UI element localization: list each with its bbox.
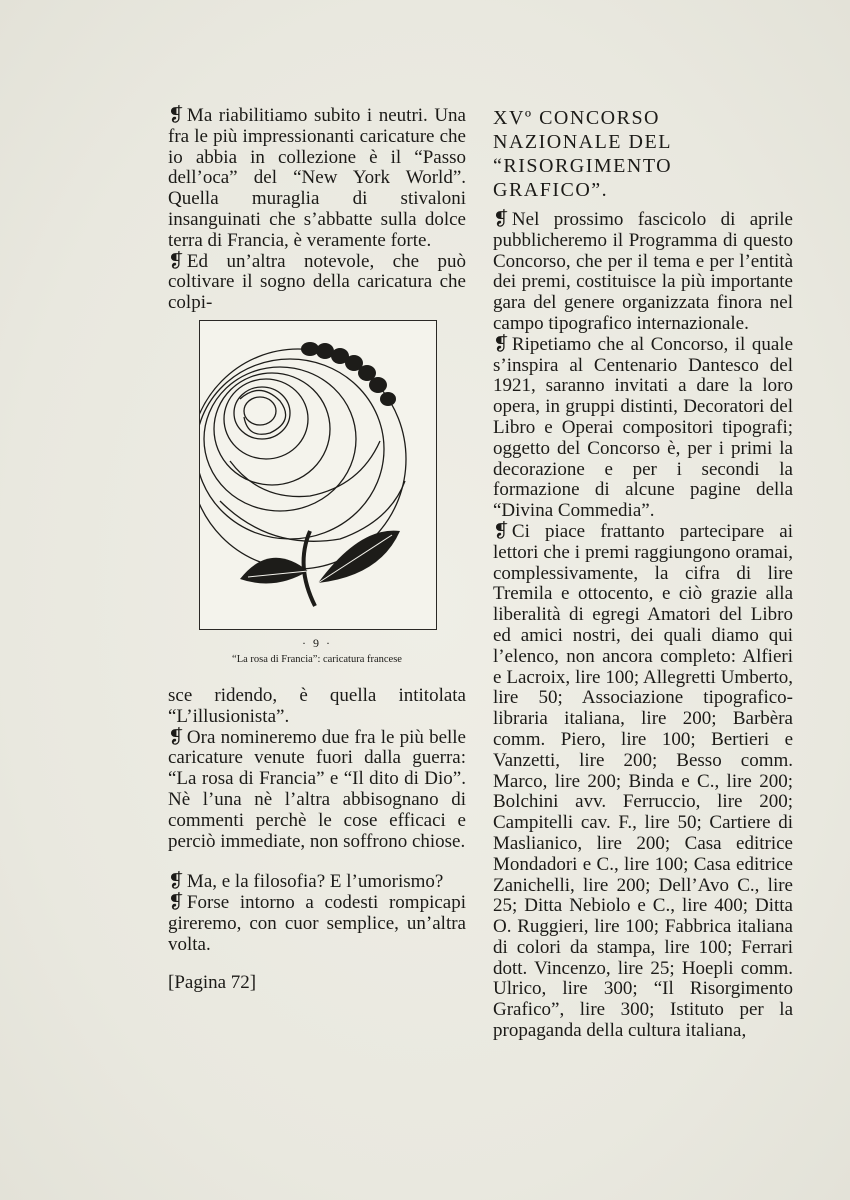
rose-drawing	[200, 321, 436, 629]
paragraph-continuation: sce ridendo, è quella intitolata “L’illusionista”.	[168, 685, 466, 727]
paragraph-ora: ❡ Ora nomineremo due fra le più belle caricature venute fuori dalla guerra: “La rosa di Francia” e “Il dito di Dio”. Nè l’una nè l’altra abbisognano di commenti perchè le cose efficaci e perciò immediate, non soffrono chiose.	[168, 726, 466, 852]
paragraph-neutri: ❡ Ma riabilitiamo subito i neutri. Una fra le più impressionanti caricature che io abbia in collezione è il “Passo dell’oca” del “New York World”. Quella muraglia di stivaloni insanguinati che s’abbatte sulla dolce terra di Francia, è veramente forte.	[168, 105, 466, 251]
left-column-continued	[168, 686, 466, 956]
paragraph-altra-notevole: ❡ Ed un’altra notevole, che può coltivare il sogno della caricatura che colpi-	[168, 250, 466, 314]
pilcrow-icon: ❡	[493, 520, 509, 542]
figure-caption: “La rosa di Francia”: caricatura francese	[232, 654, 402, 665]
paragraph-prossimo-fascicolo: ❡ Nel prossimo fascicolo di aprile pubblicheremo il Programma di questo Concorso, che per il tema e per l’entità dei premi, costituisce la più importante gara del genere organizzata finora nel campo tipografico internazionale.	[493, 209, 793, 334]
pilcrow-icon: ❡	[493, 209, 509, 230]
section-heading: XVº CONCORSO NAZIONALE DEL “RISORGIMENTO GRAFICO”.	[493, 107, 673, 201]
rose-caricature-illustration	[199, 320, 437, 630]
pilcrow-icon: ❡	[493, 333, 509, 355]
pilcrow-icon: ❡	[168, 105, 184, 126]
page-number: [Pagina 72]	[168, 972, 257, 993]
paragraph-filosofia: ❡ Ma, e la filosofia? E l’umorismo?	[168, 871, 444, 893]
figure-number: · 9 ·	[302, 636, 332, 650]
pilcrow-icon: ❡	[168, 726, 184, 748]
pilcrow-icon: ❡	[168, 892, 184, 914]
paragraph-ripetiamo: ❡ Ripetiamo che al Concorso, il quale s’inspira al Centenario Dantesco del 1921, saranno invitati a dare la loro opera, in gruppi distinti, Decoratori del Libro e Operai compositori tipografi; oggetto del Concorso è, per i primi la decorazione e per i secondi la formazione di alcune pagine della “Divina Commedia”.	[493, 333, 793, 522]
left-column	[168, 106, 466, 314]
pilcrow-icon: ❡	[168, 871, 184, 893]
pilcrow-icon: ❡	[168, 250, 184, 272]
paragraph-forse: ❡ Forse intorno a codesti rompicapi gireremo, con cuor semplice, un’altra volta.	[168, 892, 466, 955]
right-column	[493, 106, 793, 1042]
paragraph-premi: ❡ Ci piace frattanto partecipare ai lettori che i premi raggiungono oramai, complessivamente, la cifra di lire Tremila e ottocento, e ciò grazie alla liberalità di egregi Amatori del Libro ed amici nostri, dei quali diamo qui l’elenco, non ancora completo: Alfieri e Lacroix, lire 100; Allegretti Umberto, lire 50; Associazione tipografico-libraria italiana, lire 200; Barbèra comm. Piero, lire 100; Bertieri e Vanzetti, lire 200; Besso comm. Marco, lire 200; Binda e C., lire 200; Bolchini avv. Ferruccio, lire 200; Campitelli cav. F., lire 50; Cartiere di Maslianico, lire 200; Casa editrice Mondadori e C., lire 100; Casa editrice Zanichelli, lire 200; Dell’Avo C., lire 25; Ditta Nebiolo e C., lire 400; Ditta O. Ruggieri, lire 100; Fabbrica italiana di colori da stampa, lire 100; Ferrari dott. Vincenzo, lire 25; Hoepli comm. Ulrico, lire 300; “Il Risorgimento Grafico”, lire 300; Istituto per la propaganda della cultura italiana,	[493, 520, 793, 1042]
spacer	[168, 852, 466, 872]
